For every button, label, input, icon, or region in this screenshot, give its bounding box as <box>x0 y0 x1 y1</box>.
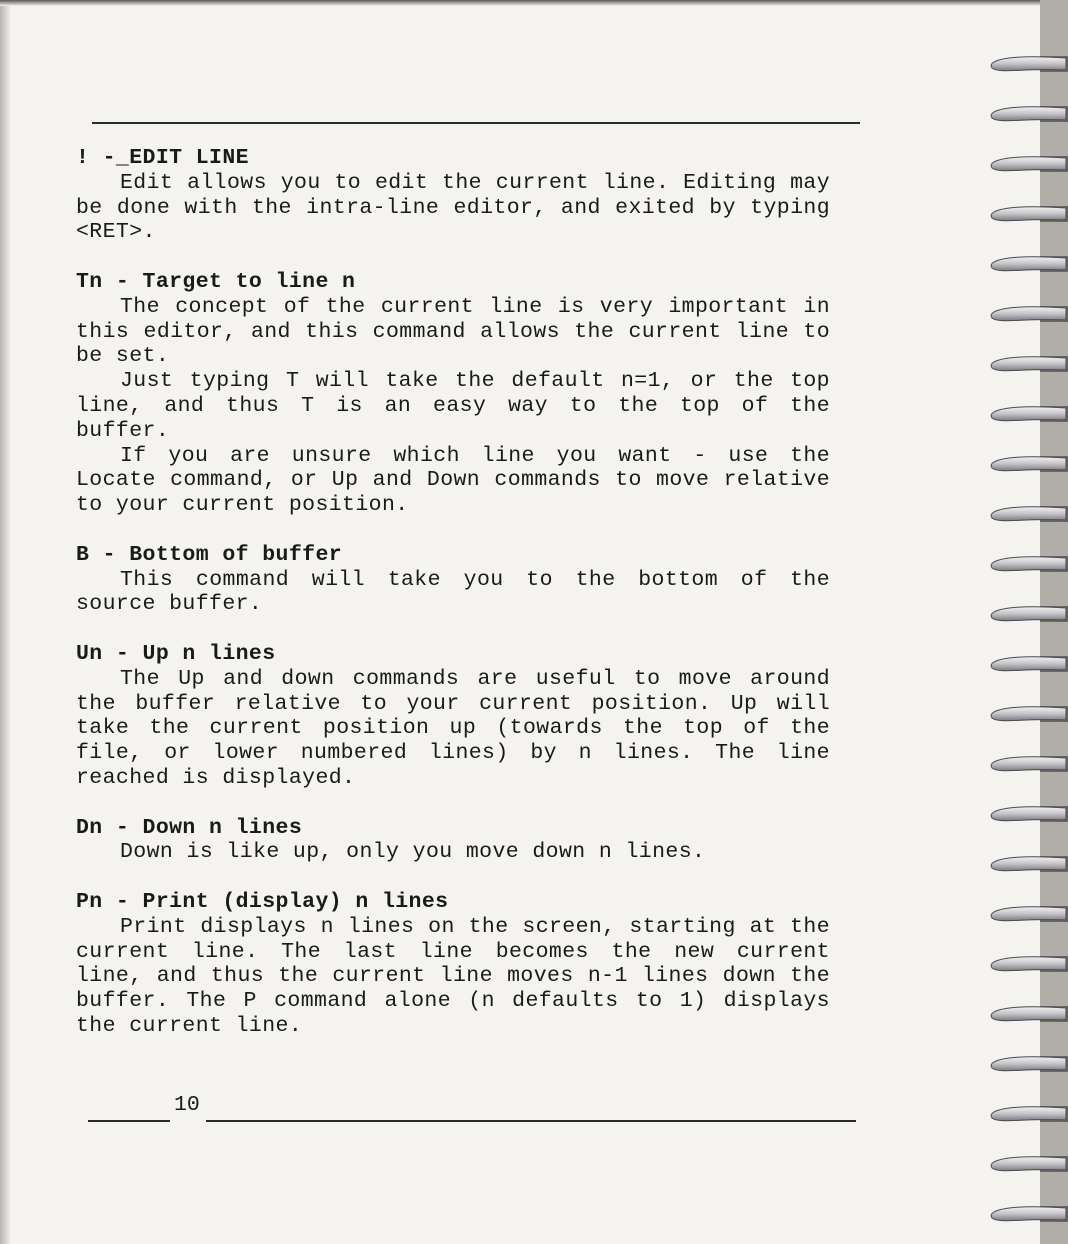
spiral-coil <box>991 507 1066 521</box>
spiral-coil <box>991 1057 1066 1071</box>
section-heading: Tn - Target to line n <box>76 269 356 294</box>
spiral-coil <box>991 57 1066 71</box>
spiral-coil <box>991 1207 1066 1221</box>
paragraph: Edit allows you to edit the current line. Editing may be done with the intra-line editor, and exited by typing <RET>. <box>76 170 830 245</box>
spiral-coil <box>991 707 1066 721</box>
spiral-coil <box>991 807 1066 821</box>
spiral-coil <box>991 907 1066 921</box>
spiral-coil <box>991 1007 1066 1021</box>
spiral-coil <box>991 857 1066 871</box>
section-heading: Dn - Down n lines <box>76 815 303 840</box>
spiral-coil <box>991 457 1066 471</box>
paragraph: Down is like up, only you move down n lines. <box>120 840 706 865</box>
spiral-coil <box>991 107 1066 121</box>
section-heading: Un - Up n lines <box>76 641 276 666</box>
paragraph: The Up and down commands are useful to move around the buffer relative to your current position. Up will take the current position up (towards the top of the file, or lower numbered lines) by n lines. The line reached is displayed. <box>76 666 830 790</box>
spiral-coil <box>991 257 1066 271</box>
spiral-coil <box>991 207 1066 221</box>
section-heading: Pn - Print (display) n lines <box>76 889 449 914</box>
section-heading: B - Bottom of buffer <box>76 542 343 567</box>
spiral-coils <box>991 56 1068 1222</box>
spiral-coil <box>991 307 1066 321</box>
spiral-coil <box>991 1157 1066 1171</box>
paragraph: If you are unsure which line you want - use the Locate command, or Up and Down commands to move relative to your current position. <box>76 443 830 518</box>
paragraph: Just typing T will take the default n=1, or the top line, and thus T is an easy way to the top of the buffer. <box>76 369 830 443</box>
spiral-coil <box>991 407 1066 421</box>
spiral-coil <box>991 607 1066 621</box>
spiral-coil <box>991 357 1066 371</box>
page-number: 10 <box>174 1093 200 1117</box>
paragraph: The concept of the current line is very important in this editor, and this command allows the current line to be set. <box>76 294 830 369</box>
spiral-coil <box>991 957 1066 971</box>
spiral-coil <box>991 557 1066 571</box>
paragraph: This command will take you to the bottom of the source buffer. <box>76 567 830 617</box>
spiral-coil <box>991 1107 1066 1121</box>
paragraph: Print displays n lines on the screen, starting at the current line. The last line becomes the new current line, and thus the current line moves n-1 lines down the buffer. The P command alone (n defaults to 1) displays the current line. <box>76 914 830 1038</box>
spiral-coil <box>991 757 1066 771</box>
spiral-coil <box>991 657 1066 671</box>
spiral-coil <box>991 157 1066 171</box>
section-heading: ! -_EDIT LINE <box>76 146 249 170</box>
